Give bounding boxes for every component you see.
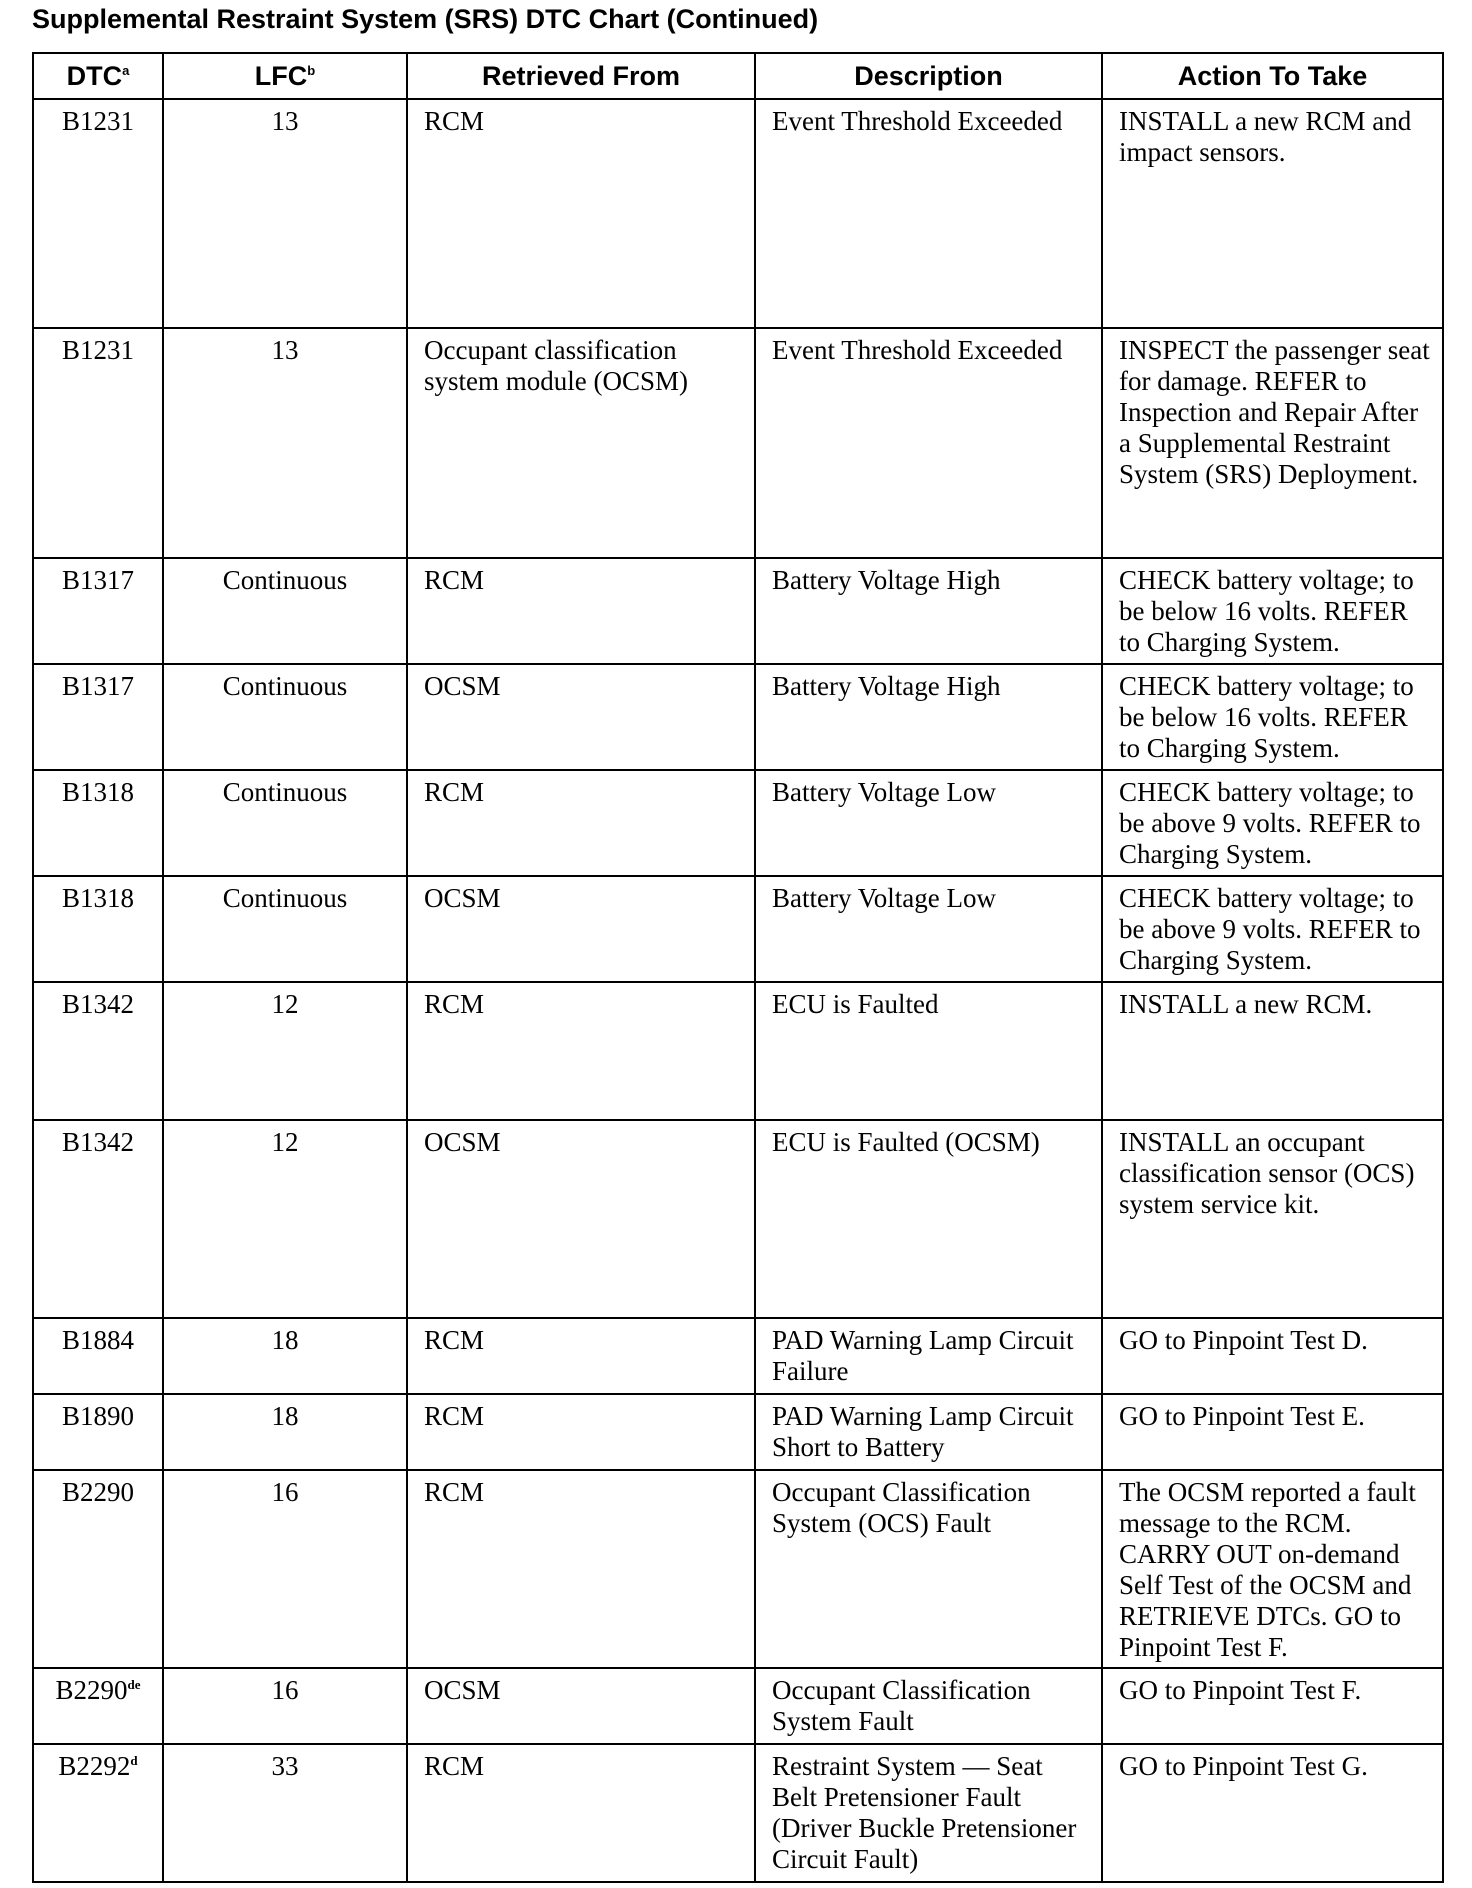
table-row (33, 558, 1443, 664)
header-lfc: LFC$^b$ (163, 53, 407, 99)
action-cell: CHECK battery voltage; to be below 16 volts. REFER to Charging System. (1102, 558, 1443, 664)
dtc-cell: B2290 (33, 1470, 163, 1668)
header-retrieved-from: Retrieved From (407, 53, 755, 99)
lfc-cell: Continuous (163, 558, 407, 664)
retrieved-from-cell: OCSM (407, 876, 755, 982)
retrieved-from-cell: RCM (407, 770, 755, 876)
dtc-cell: B2292$^d$ (33, 1744, 163, 1882)
description-cell: Battery Voltage Low (755, 876, 1102, 982)
dtc-cell: B1342 (33, 982, 163, 1120)
lfc-cell: 13 (163, 99, 407, 328)
retrieved-from-cell: OCSM (407, 664, 755, 770)
description-cell: Occupant Classification System (OCS) Fault (755, 1470, 1102, 1668)
retrieved-from-cell: RCM (407, 1318, 755, 1394)
dtc-cell: B1890 (33, 1394, 163, 1470)
table-row (33, 982, 1443, 1120)
lfc-cell: 12 (163, 982, 407, 1120)
lfc-cell: 12 (163, 1120, 407, 1318)
dtc-cell: B1317 (33, 664, 163, 770)
table-row (33, 99, 1443, 328)
description-cell: Battery Voltage High (755, 558, 1102, 664)
dtc-chart-table (32, 52, 1444, 1883)
table-row (33, 328, 1443, 558)
dtc-cell: B2290de (33, 1668, 163, 1744)
action-cell: GO to Pinpoint Test D. (1102, 1318, 1443, 1394)
dtc-cell: B1342 (33, 1120, 163, 1318)
table-row (33, 876, 1443, 982)
table-row (33, 1318, 1443, 1394)
dtc-cell: B1884 (33, 1318, 163, 1394)
dtc-cell: B1231 (33, 328, 163, 558)
action-cell: INSTALL a new RCM. (1102, 982, 1443, 1120)
lfc-cell: Continuous (163, 876, 407, 982)
retrieved-from-cell: RCM (407, 558, 755, 664)
action-cell: INSTALL a new RCM and impact sensors. (1102, 99, 1443, 328)
retrieved-from-cell: RCM (407, 99, 755, 328)
table-row (33, 770, 1443, 876)
action-cell: CHECK battery voltage; to be below 16 volts. REFER to Charging System. (1102, 664, 1443, 770)
table-row (33, 1394, 1443, 1470)
dtc-cell: B1231 (33, 99, 163, 328)
action-cell: GO to Pinpoint Test F. (1102, 1668, 1443, 1744)
retrieved-from-cell: RCM (407, 1744, 755, 1882)
retrieved-from-cell: OCSM (407, 1668, 755, 1744)
lfc-cell: 33 (163, 1744, 407, 1882)
action-cell: CHECK battery voltage; to be above 9 volts. REFER to Charging System. (1102, 876, 1443, 982)
header-action: Action To Take (1102, 53, 1443, 99)
table-header-row (33, 53, 1443, 99)
description-cell: ECU is Faulted (755, 982, 1102, 1120)
dtc-cell: B1318 (33, 770, 163, 876)
description-cell: PAD Warning Lamp Circuit Short to Battery (755, 1394, 1102, 1470)
table-row (33, 1668, 1443, 1744)
description-cell: Event Threshold Exceeded (755, 99, 1102, 328)
lfc-cell: 16 (163, 1668, 407, 1744)
description-cell: Battery Voltage Low (755, 770, 1102, 876)
lfc-cell: 16 (163, 1470, 407, 1668)
dtc-cell: B1317 (33, 558, 163, 664)
lfc-cell: 13 (163, 328, 407, 558)
retrieved-from-cell: OCSM (407, 1120, 755, 1318)
action-cell: INSPECT the passenger seat for damage. REFER to Inspection and Repair After a Supplemental Restraint System (SRS) Deployment. (1102, 328, 1443, 558)
retrieved-from-cell: RCM (407, 982, 755, 1120)
footnote-marker: b (307, 62, 316, 78)
description-cell: ECU is Faulted (OCSM) (755, 1120, 1102, 1318)
action-cell: GO to Pinpoint Test G. (1102, 1744, 1443, 1882)
page-title: Supplemental Restraint System (SRS) DTC Chart (Continued) (32, 4, 819, 34)
table-row (33, 664, 1443, 770)
lfc-cell: 18 (163, 1394, 407, 1470)
lfc-cell: Continuous (163, 664, 407, 770)
description-cell: Restraint System — Seat Belt Pretensioner Fault (Driver Buckle Pretensioner Circuit Fault) (755, 1744, 1102, 1882)
action-cell: GO to Pinpoint Test E. (1102, 1394, 1443, 1470)
action-cell: The OCSM reported a fault message to the RCM. CARRY OUT on-demand Self Test of the OCSM and RETRIEVE DTCs. GO to Pinpoint Test F. (1102, 1470, 1443, 1668)
lfc-cell: Continuous (163, 770, 407, 876)
description-cell: Occupant Classification System Fault (755, 1668, 1102, 1744)
description-cell: Battery Voltage High (755, 664, 1102, 770)
retrieved-from-cell: Occupant classification system module (OCSM) (407, 328, 755, 558)
table-row (33, 1120, 1443, 1318)
dtc-cell: B1318 (33, 876, 163, 982)
retrieved-from-cell: RCM (407, 1394, 755, 1470)
lfc-cell: 18 (163, 1318, 407, 1394)
header-dtc: DTC$^a$ (33, 53, 163, 99)
footnote-marker: a (122, 62, 130, 78)
action-cell: INSTALL an occupant classification sensor (OCS) system service kit. (1102, 1120, 1443, 1318)
action-cell: CHECK battery voltage; to be above 9 volts. REFER to Charging System. (1102, 770, 1443, 876)
retrieved-from-cell: RCM (407, 1470, 755, 1668)
table-row (33, 1744, 1443, 1882)
description-cell: PAD Warning Lamp Circuit Failure (755, 1318, 1102, 1394)
description-cell: Event Threshold Exceeded (755, 328, 1102, 558)
header-description: Description (755, 53, 1102, 99)
table-row (33, 1470, 1443, 1668)
